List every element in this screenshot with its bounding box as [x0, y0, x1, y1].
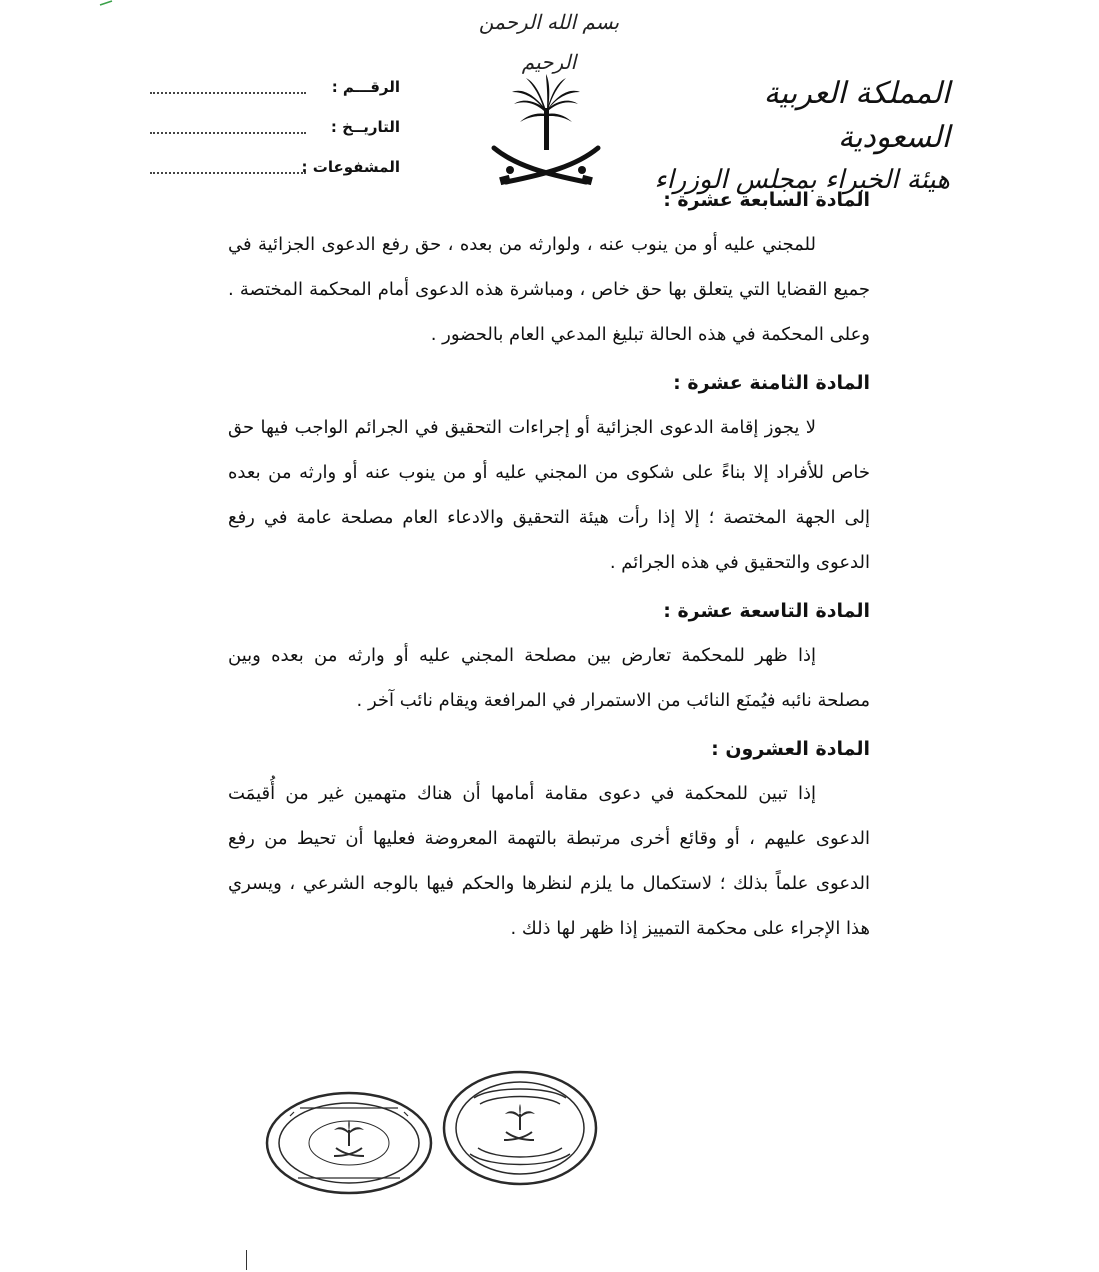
org-name: المملكة العربية السعودية [763, 76, 950, 155]
ref-number-label: الرقـــم : [331, 78, 400, 96]
saudi-emblem-icon [486, 70, 606, 194]
basmala-calligraphy: بسم الله الرحمن الرحيم [478, 10, 620, 74]
ref-number-row [150, 74, 400, 114]
article-20-text: إذا تبين للمحكمة في دعوى مقامة أمامها أن هناك متهمين غير من أُقيمَت الدعوى عليهم ، أو وقائع أخرى مرتبطة بالتهمة المعروضة فعليها أن تحيط من رفع الدعوى علماً بذلك ؛ لاستكمال ما يلزم لنظرها والحكم فيها بالوجه الشرعي ، ويسري هذا الإجراء على محكمة التمييز إذا ظهر لها ذلك . [228, 783, 870, 939]
ref-date-label: التاريــخ : [330, 118, 400, 136]
article-17-text: للمجني عليه أو من ينوب عنه ، ولوارثه من بعده ، حق رفع الدعوى الجزائية في جميع القضايا التي يتعلق بها حق خاص ، ومباشرة هذه الدعوى أمام المحكمة المختصة . وعلى المحكمة في هذه الحالة تبليغ المدعي العام بالحضور . [228, 234, 870, 345]
article-19-heading: المادة التاسعة عشرة : [663, 600, 870, 622]
experts-commission-stamp-icon [264, 1090, 434, 1196]
ref-date-blank [150, 130, 306, 134]
corner-scan-mark [98, 0, 114, 6]
document-body [228, 182, 870, 959]
article-18-heading: المادة الثامنة عشرة : [673, 372, 870, 394]
article-18-text: لا يجوز إقامة الدعوى الجزائية أو إجراءات التحقيق في الجرائم الواجب فيها حق خاص للأفراد إلا بناءً على شكوى من المجني عليه أو من ينوب عنه أو وارثه من بعده إلى الجهة المختصة ؛ إلا إذا رأت هيئة التحقيق والادعاء العام مصلحة عامة في رفع الدعوى والتحقيق في هذه الجرائم . [228, 417, 870, 573]
ref-date-row [150, 114, 400, 154]
article-17-heading: المادة السابعة عشرة : [663, 189, 870, 211]
general-secretariat-stamp-icon [440, 1068, 600, 1188]
org-unit: هيئة الخبراء بمجلس الوزراء [654, 165, 950, 195]
ref-attachments-label: المشفوعات : [301, 158, 400, 176]
reference-fields [150, 74, 400, 194]
article-19-text: إذا ظهر للمحكمة تعارض بين مصلحة المجني عليه أو وارثه من بعده وبين مصلحة نائبه فيُمنَع النائب من الاستمرار في المرافعة ويقام نائب آخر . [228, 645, 870, 711]
ref-number-blank [150, 90, 306, 94]
ref-attachments-blank [150, 170, 306, 174]
article-20-heading: المادة العشرون : [711, 738, 870, 760]
letterhead-organization [650, 72, 950, 195]
margin-mark [246, 1250, 247, 1270]
